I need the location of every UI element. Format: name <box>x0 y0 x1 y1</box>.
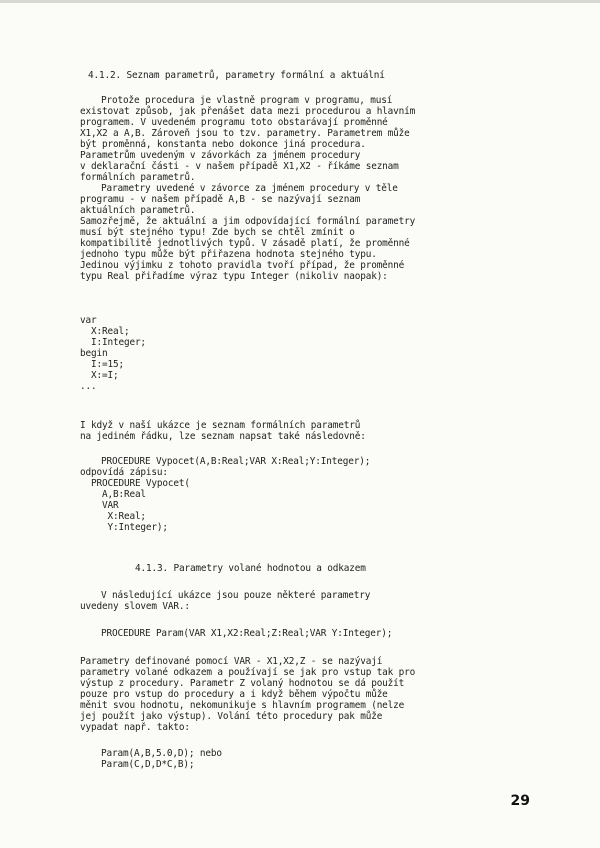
paragraph-line: parametry volané odkazem a používají se jak pro vstup tak pro <box>80 667 416 678</box>
paragraph-line: jednoho typu může být přiřazena hodnota stejného typu. <box>80 249 377 260</box>
code-line: Param(C,D,D*C,B); <box>101 759 195 770</box>
paragraph-line: musí být stejného typu! Zde bych se chtěl zmínit o <box>80 227 355 238</box>
paragraph-line: I když v naší ukázce je seznam formálních parametrů <box>80 420 361 431</box>
paragraph-line: měnit svou hodnotu, nekomunikuje s hlavním programem (nelze <box>80 700 405 711</box>
paragraph-line: programu - v našem případě A,B - se nazývají seznam <box>80 194 361 205</box>
paragraph-line: Parametrům uvedeným v závorkách za jménem procedury <box>80 150 361 161</box>
code-line: begin <box>80 348 108 359</box>
code-line: odpovídá zápisu: <box>80 467 168 478</box>
code-line: Param(A,B,5.0,D); nebo <box>101 748 222 759</box>
paragraph-line: V následující ukázce jsou pouze některé parametry <box>101 590 371 601</box>
paragraph-line: Parametry uvedené v závorce za jménem procedury v těle <box>101 183 398 194</box>
section-heading-4-1-2: 4.1.2. Seznam parametrů, parametry formální a aktuální <box>88 70 385 81</box>
paragraph-line: v deklarační části - v našem případě X1,X2 - říkáme seznam <box>80 161 399 172</box>
code-line: PROCEDURE Vypocet(A,B:Real;VAR X:Real;Y:Integer); <box>101 456 371 467</box>
paragraph-line: typu Real přiřadíme výraz typu Integer (nikoliv naopak): <box>80 271 388 282</box>
code-line: PROCEDURE Param(VAR X1,X2:Real;Z:Real;VAR Y:Integer); <box>101 628 393 639</box>
code-line: VAR <box>80 500 119 511</box>
paragraph-line: programem. V uvedeném programu toto obstarávají proměnné <box>80 117 388 128</box>
paragraph-line: X1,X2 a A,B. Zároveň jsou to tzv. parametry. Parametrem může <box>80 128 410 139</box>
paragraph-line: vypadat např. takto: <box>80 722 190 733</box>
paragraph-line: být proměnná, konstanta nebo dokonce jiná procedura. <box>80 139 366 150</box>
paragraph-line: Parametry definované pomocí VAR - X1,X2,Z - se nazývají <box>80 656 383 667</box>
code-line: X:=I; <box>80 370 119 381</box>
code-line: I:Integer; <box>80 337 146 348</box>
paragraph-line: Protože procedura je vlastně program v programu, musí <box>101 95 393 106</box>
code-line: Y:Integer); <box>80 522 168 533</box>
paragraph-line: formálních parametrů. <box>80 172 196 183</box>
code-line: ... <box>80 381 97 392</box>
paragraph-line: výstup z procedury. Parametr Z volaný hodnotou se dá použít <box>80 678 405 689</box>
code-line: I:=15; <box>80 359 124 370</box>
paragraph-line: Jedinou výjimku z tohoto pravidla tvoří případ, že proměnné <box>80 260 405 271</box>
code-line: X:Real; <box>80 511 146 522</box>
page-number: 29 <box>510 793 530 809</box>
paragraph-line: Samozřejmě, že aktuální a jim odpovídající formální parametry <box>80 216 416 227</box>
paragraph-line: pouze pro vstup do procedury a i když během výpočtu může <box>80 689 388 700</box>
paragraph-line: aktuálních parametrů. <box>80 205 196 216</box>
code-line: var <box>80 315 97 326</box>
section-heading-4-1-3: 4.1.3. Parametry volané hodnotou a odkazem <box>135 563 366 574</box>
paragraph-line: jej použít jako výstup). Volání této procedury pak může <box>80 711 383 722</box>
code-line: A,B:Real <box>80 489 146 500</box>
paragraph-line: kompatibilitě jednotlivých typů. V zásadě platí, že proměnné <box>80 238 410 249</box>
code-line: X:Real; <box>80 326 130 337</box>
code-line: PROCEDURE Vypocet( <box>80 478 190 489</box>
paragraph-line: na jediném řádku, lze seznam napsat také následovně: <box>80 431 366 442</box>
paragraph-line: uvedeny slovem VAR.: <box>80 601 190 612</box>
paragraph-line: existovat způsob, jak přenášet data mezi procedurou a hlavním <box>80 106 416 117</box>
